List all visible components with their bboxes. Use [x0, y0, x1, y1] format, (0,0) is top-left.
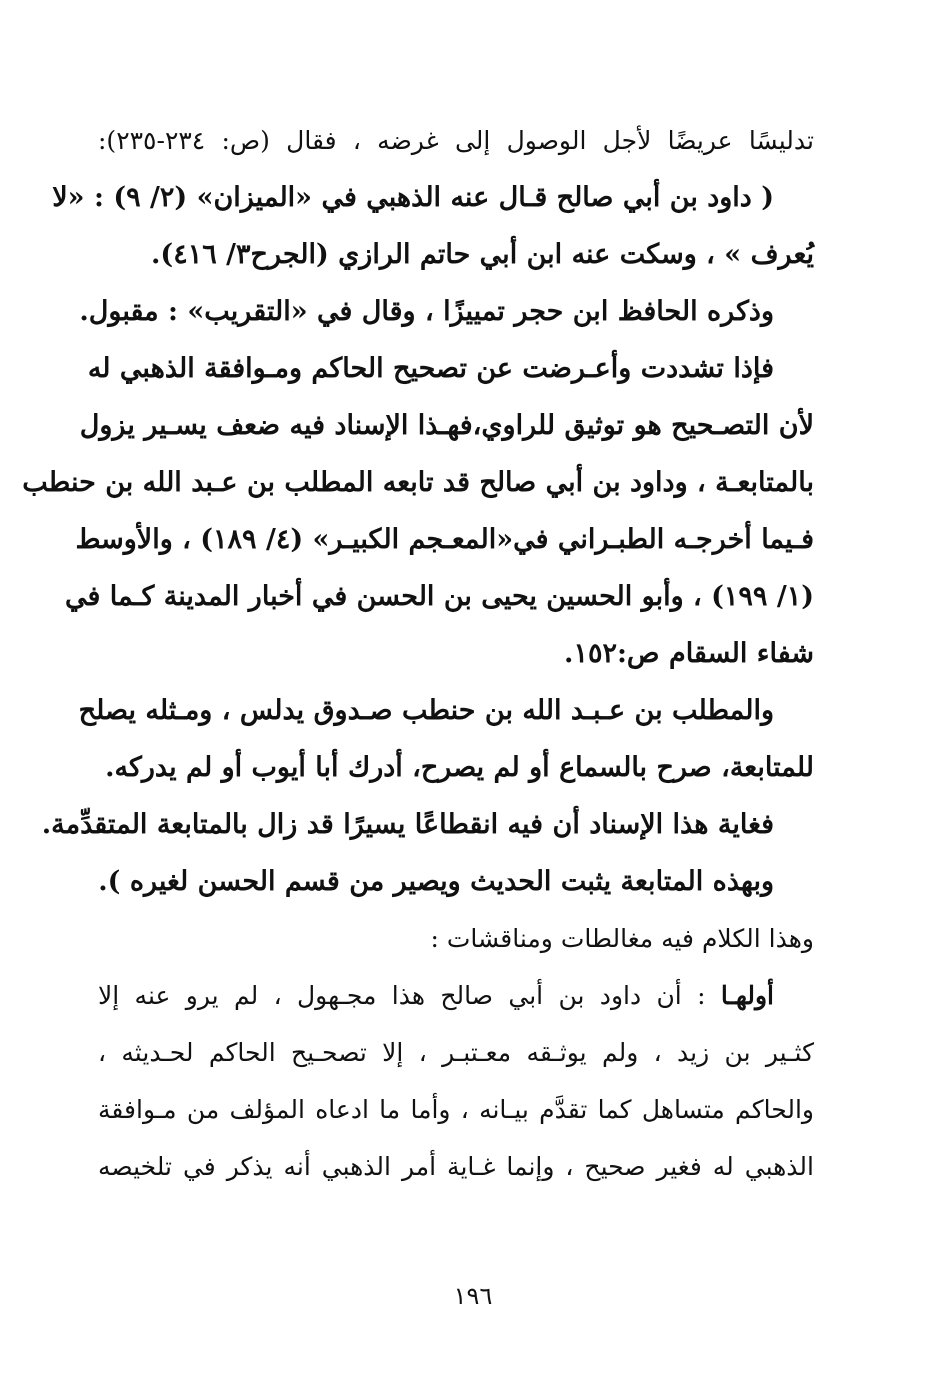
text-line [98, 967, 814, 1024]
text-line: وبهذه المتابعة يثبت الحديث ويصير من قسم الحسن لغيره ). [98, 866, 774, 897]
text-span: : أن داود بن أبي صالح هذا مجـهول ، لم يرو عنه إلا [98, 981, 721, 1010]
text-line: للمتابعة، صرح بالسماع أو لم يصرح، أدرك أبا أيوب أو لم يدركه. [105, 752, 814, 783]
text-line: كثـير بن زيد ، ولم يوثـقه معـتبـر ، إلا تصحـيح الحاكم لحـديثه ، [98, 1038, 814, 1067]
text-line: (١/ ١٩٩) ، وأبو الحسين يحيى بن الحسن في أخبار المدينة كـما في [64, 581, 814, 612]
text-line: وذكره الحافظ ابن حجر تمييزًا ، وقال في «التقريب» : مقبول. [79, 296, 774, 327]
text-line: فإذا تشددت وأعـرضت عن تصحيح الحاكم ومـوافقة الذهبي له [87, 353, 774, 384]
lead-word: أولهـا [720, 981, 774, 1010]
text-line: بالمتابعـة ، وداود بن أبي صالح قد تابعه المطلب بن عـبد الله بن حنطب [22, 467, 814, 498]
text-line: ( داود بن أبي صالح قـال عنه الذهبي في «الميزان» (٢/ ٩) : «لا [52, 182, 774, 213]
text-line: تدليسًا عريضًا لأجل الوصول إلى غرضه ، فقال (ص: ٢٣٤-٢٣٥): [98, 126, 814, 155]
text-line: وهذا الكلام فيه مغالطات ومناقشات : [430, 924, 814, 953]
text-line: والمطلب بن عـبـد الله بن حنطب صـدوق يدلس ، ومـثله يصلح [78, 695, 774, 726]
text-line: الذهبي له فغير صحيح ، وإنما غـاية أمر الذهبي أنه يذكر في تلخيصه [98, 1152, 814, 1181]
text-line: يُعرف » ، وسكت عنه ابن أبي حاتم الرازي (الجرح٣/ ٤١٦). [151, 239, 814, 270]
text-line: شفاء السقام ص:١٥٢. [564, 638, 814, 669]
text-line: فغاية هذا الإسناد أن فيه انقطاعًا يسيرًا قد زال بالمتابعة المتقدِّمة. [41, 809, 774, 840]
body-text [22, 112, 814, 1195]
text-line: لأن التصـحيح هو توثيق للراوي،فهـذا الإسناد فيه ضعف يسـير يزول [79, 410, 814, 441]
text-line: والحاكم متساهل كما تقدَّم بيـانه ، وأما ما ادعاه المؤلف من مـوافقة [98, 1095, 814, 1124]
text-line: فـيما أخرجـه الطبـراني في«المعـجم الكبيـر» (٤/ ١٨٩) ، والأوسط [75, 524, 814, 555]
page-number: ١٩٦ [453, 1282, 493, 1310]
